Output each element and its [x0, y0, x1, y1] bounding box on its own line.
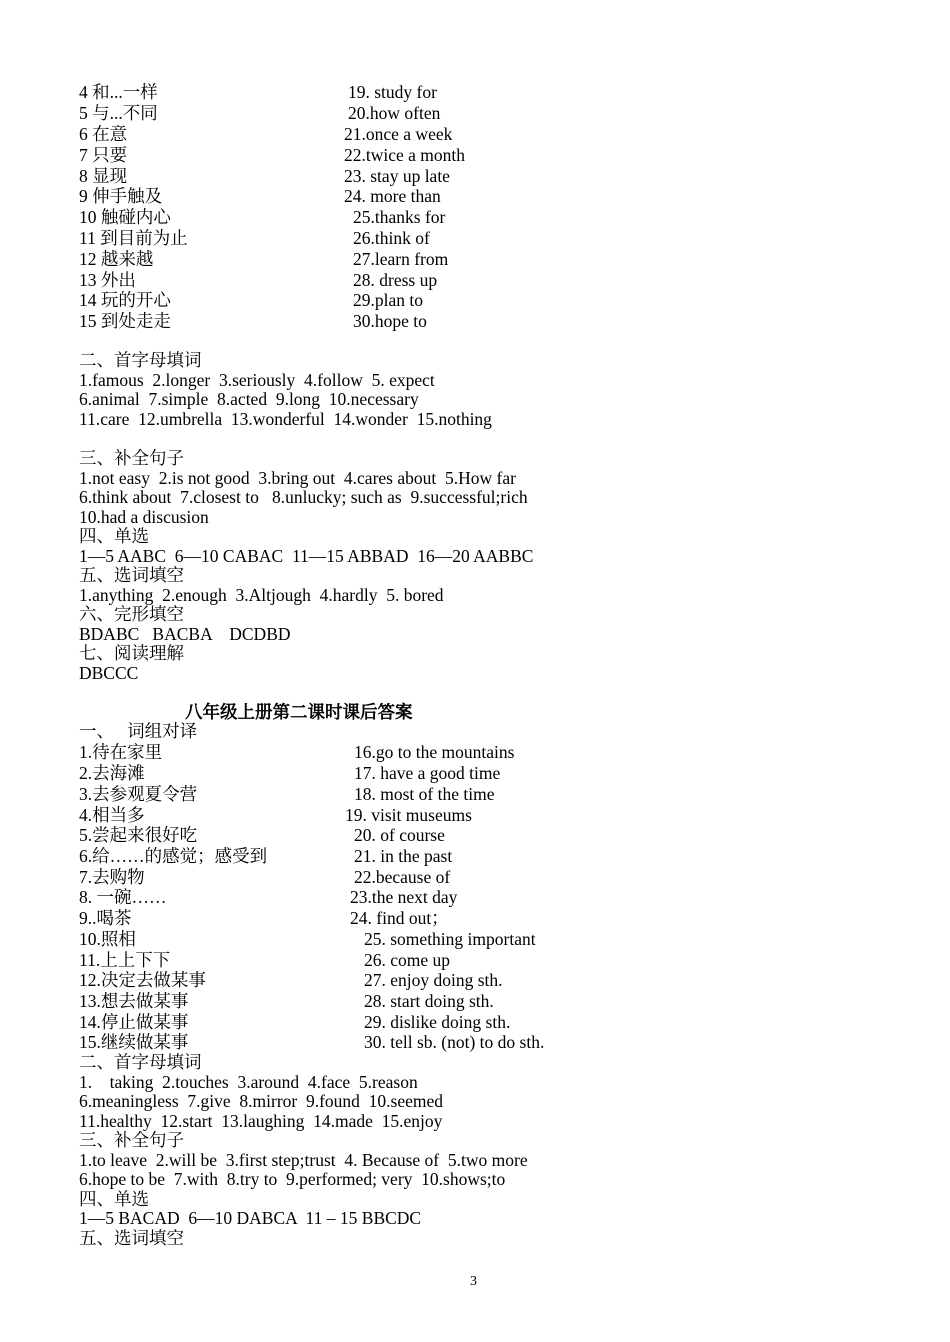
vocab-cn: 3.去参观夏令营: [79, 784, 198, 804]
vocab-cn: 15 到处走走: [79, 311, 171, 331]
vocab-cn: 4.相当多: [79, 805, 145, 825]
vocab-en: 19. study for: [348, 82, 437, 102]
answer-line: 6.meaningless 7.give 8.mirror 9.found 10.seemed: [79, 1091, 444, 1111]
vocab-cn: 9 伸手触及: [79, 186, 163, 206]
answer-line: 1. taking 2.touches 3.around 4.face 5.reason: [79, 1072, 418, 1092]
vocab-en: 28. dress up: [353, 270, 438, 290]
vocab-en: 17. have a good time: [354, 763, 501, 783]
vocab-en: 24. find out；: [350, 908, 449, 928]
section-heading: 四、单选: [79, 526, 149, 546]
answer-line: 11.healthy 12.start 13.laughing 14.made 15.enjoy: [79, 1111, 443, 1131]
answer-line: 1—5 AABC 6—10 CABAC 11—15 ABBAD 16—20 AABBC: [79, 546, 534, 566]
vocab-cn: 6 在意: [79, 124, 128, 144]
section-heading: 五、选词填空: [79, 1228, 184, 1248]
vocab-en: 30.hope to: [353, 311, 427, 331]
vocab-cn: 14 玩的开心: [79, 290, 171, 310]
page-number: 3: [470, 1274, 477, 1289]
vocab-en: 29. dislike doing sth.: [364, 1012, 511, 1032]
vocab-cn: 11.上上下下: [79, 950, 171, 970]
answer-line: 6.hope to be 7.with 8.try to 9.performed; very 10.shows;to: [79, 1169, 506, 1189]
vocab-en: 22.because of: [354, 867, 451, 887]
section-heading: 四、单选: [79, 1189, 149, 1209]
vocab-en: 18. most of the time: [354, 784, 495, 804]
vocab-en: 23.the next day: [350, 887, 458, 907]
answer-line: 1.not easy 2.is not good 3.bring out 4.cares about 5.How far: [79, 468, 516, 488]
section-heading: 七、阅读理解: [79, 643, 184, 663]
vocab-cn: 13.想去做某事: [79, 991, 189, 1011]
vocab-cn: 7 只要: [79, 145, 128, 165]
vocab-en: 26. come up: [364, 950, 451, 970]
vocab-cn: 7.去购物: [79, 867, 145, 887]
vocab-en: 20.how often: [348, 103, 441, 123]
vocab-en: 25. something important: [364, 929, 536, 949]
vocab-cn: 13 外出: [79, 270, 136, 290]
vocab-en: 23. stay up late: [344, 166, 450, 186]
vocab-cn: 4 和...一样: [79, 82, 158, 102]
answer-line: 6.think about 7.closest to 8.unlucky; such as 9.successful;rich: [79, 487, 528, 507]
vocab-cn: 12 越来越: [79, 249, 154, 269]
section-heading: 三、补全句子: [79, 448, 184, 468]
vocab-en: 25.thanks for: [353, 207, 446, 227]
vocab-en: 19. visit museums: [345, 805, 472, 825]
section-heading: 一、 词组对译: [79, 721, 198, 741]
section-heading: 二、首字母填词: [79, 350, 202, 370]
answer-line: 1.to leave 2.will be 3.first step;trust 4. Because of 5.two more: [79, 1150, 528, 1170]
vocab-cn: 8 显现: [79, 166, 128, 186]
section-heading: 二、首字母填词: [79, 1052, 202, 1072]
vocab-en: 30. tell sb. (not) to do sth.: [364, 1032, 545, 1052]
vocab-cn: 9..喝茶: [79, 908, 132, 928]
vocab-en: 24. more than: [344, 186, 441, 206]
vocab-cn: 5.尝起来很好吃: [79, 825, 198, 845]
vocab-en: 29.plan to: [353, 290, 423, 310]
vocab-en: 26.think of: [353, 228, 430, 248]
vocab-en: 28. start doing sth.: [364, 991, 494, 1011]
vocab-cn: 6.给……的感觉；感受到: [79, 846, 268, 866]
answer-line: BDABC BACBA DCDBD: [79, 624, 291, 644]
vocab-cn: 12.决定去做某事: [79, 970, 206, 990]
vocab-en: 21.once a week: [344, 124, 453, 144]
vocab-cn: 11 到目前为止: [79, 228, 188, 248]
vocab-en: 20. of course: [354, 825, 445, 845]
answer-line: 1.anything 2.enough 3.Altjough 4.hardly 5. bored: [79, 585, 444, 605]
answer-line: 10.had a discusion: [79, 507, 209, 527]
vocab-en: 16.go to the mountains: [354, 742, 515, 762]
section-heading: 六、完形填空: [79, 604, 184, 624]
answer-line: DBCCC: [79, 663, 139, 683]
vocab-cn: 2.去海滩: [79, 763, 145, 783]
section-heading: 五、选词填空: [79, 565, 184, 585]
vocab-en: 22.twice a month: [344, 145, 466, 165]
vocab-en: 27.learn from: [353, 249, 449, 269]
section-heading: 三、补全句子: [79, 1130, 184, 1150]
answer-line: 6.animal 7.simple 8.acted 9.long 10.necessary: [79, 389, 419, 409]
vocab-cn: 1.待在家里: [79, 742, 163, 762]
answer-line: 1.famous 2.longer 3.seriously 4.follow 5. expect: [79, 370, 435, 390]
vocab-cn: 15.继续做某事: [79, 1032, 189, 1052]
vocab-cn: 10 触碰内心: [79, 207, 171, 227]
answer-line: 1—5 BACAD 6—10 DABCA 11 – 15 BBCDC: [79, 1208, 422, 1228]
answer-line: 11.care 12.umbrella 13.wonderful 14.wonder 15.nothing: [79, 409, 492, 429]
vocab-cn: 8. 一碗……: [79, 887, 167, 907]
section-title: 八年级上册第二课时课后答案: [185, 702, 413, 722]
vocab-cn: 10.照相: [79, 929, 136, 949]
vocab-cn: 14.停止做某事: [79, 1012, 189, 1032]
vocab-en: 21. in the past: [354, 846, 453, 866]
vocab-cn: 5 与...不同: [79, 103, 158, 123]
vocab-en: 27. enjoy doing sth.: [364, 970, 503, 990]
